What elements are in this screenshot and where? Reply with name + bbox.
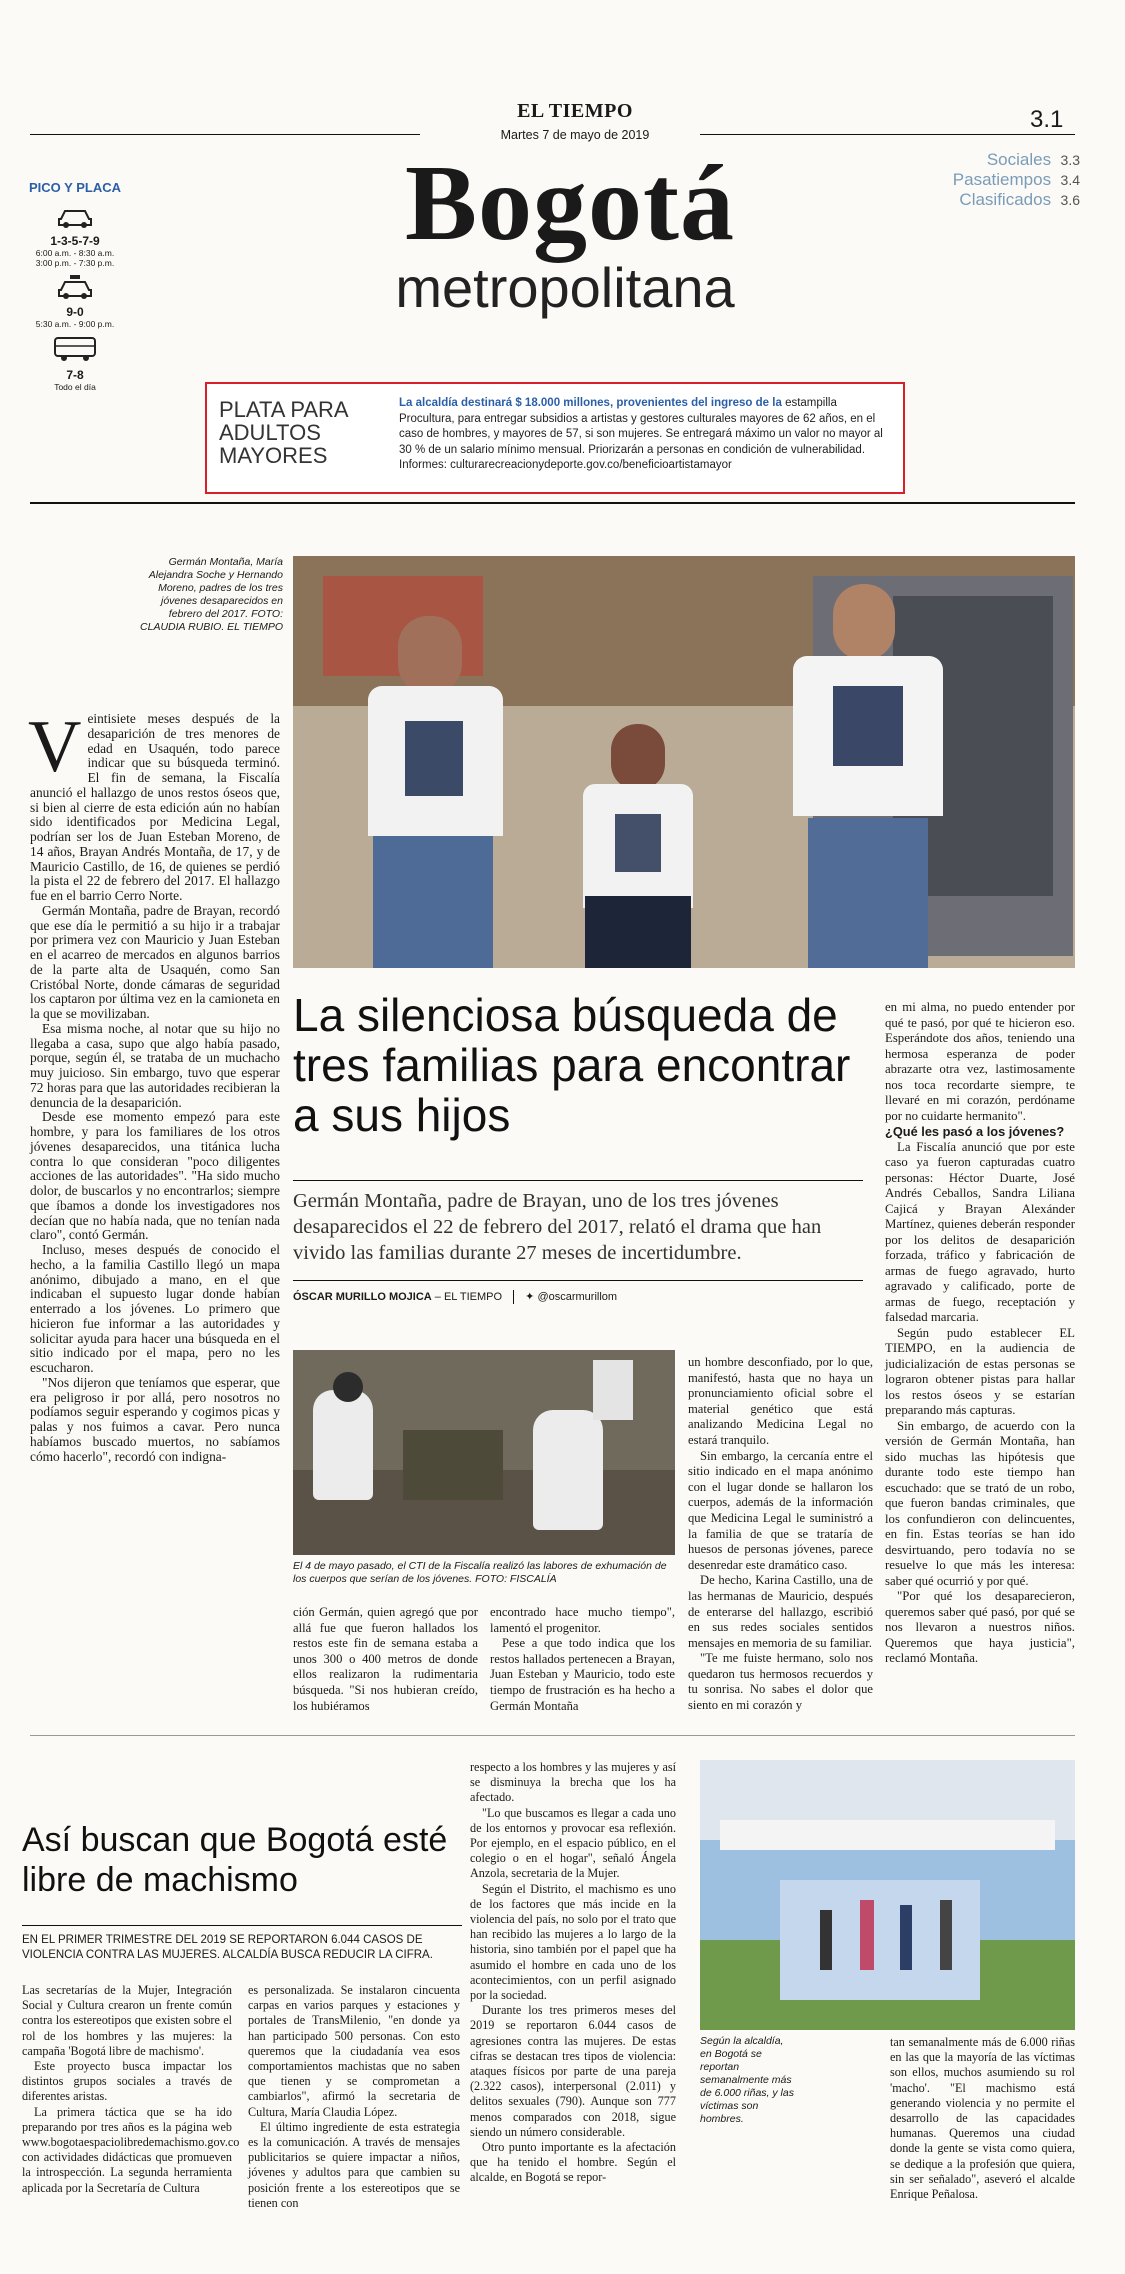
subhead: ¿Qué les pasó a los jóvenes? (885, 1124, 1065, 1139)
section-title: Bogotá (405, 144, 735, 263)
article-column: un hombre desconfiado, por lo que, manifestó, hasta que no haya un pronunciamiento oficial sobre el material genético que está analizando Medicina Legal no estará tranquilo. Sin embargo, la cercanía entre el sitio indicado en el mapa anónimo con el lugar donde se hallaron los cuerpos, además de la información que Medicina Legal le suministró a la familia de que se trataría de huesos de personas jóvenes, parece desenredar este dramático caso. De hecho, Karina Castillo, una de las hermanas de Mauricio, después de enterarse del hallazgo, escribió en sus redes sociales sentidos mensajes en memoria de su familiar. "Te me fuiste hermano, solo nos quedaron tus hermosos recuerdos y tu sonrisa. No sabes el dolor que siento en mi corazón y (688, 1355, 873, 1713)
pico-hours: Todo el día (54, 382, 96, 392)
promo-box (205, 382, 905, 494)
photo-caption: Germán Montaña, María Alejandra Soche y Hernando Moreno, padres de los tres jóvenes desaparecidos en febrero del 2017. FOTO: CLAUDIA RUBIO. EL TIEMPO (140, 556, 283, 633)
pico-title: PICO Y PLACA (29, 180, 121, 195)
taxi-icon (55, 274, 95, 300)
byline-author: ÓSCAR MURILLO MOJICA (293, 1291, 432, 1303)
paper-name: EL TIEMPO (517, 100, 633, 122)
article-column: Veintisiete meses después de la desaparición de tres menores de edad en Usaquén, todo parece indicar que su búsqueda terminó. El fin de semana, la Fiscalía anunció el hallazgo de unos restos óseos que, si bien al cierre de esta edición aún no habían sido identificados por Medicina Legal, podrían ser los de Juan Esteban Moreno, de 14 años, Brayan Andrés Montaña, de 17, y de Mauricio Castillo, de 16, de quienes se perdió la pista el 22 de febrero del 2017. El hallazgo fue en el barrio Cerro Norte. Germán Montaña, padre de Brayan, recordó que ese día le permitió a su hijo ir a trabajar por primera vez con Mauricio y Juan Esteban en el acarreo de mercados en algunos barrios de la parte alta de Usaquén, como San Cristóbal Norte, donde cámaras de seguridad los captaron por última vez en la camioneta en la que se movilizaban. Esa misma noche, al notar que su hijo no llegaba a casa, supo que algo había pasado, porque, según él, se trataba de un muchacho muy juicioso. Sin embargo, tuvo que esperar 72 horas para que las autoridades recibieran la denuncia de la desaparición. Desde ese momento empezó para este hombre, y para los familiares de los otros jóvenes desaparecidos, una titánica lucha contra lo que consideran "poco diligentes acciones de las autoridades". "Ha sido mucho dolor, de buscarlos y no encontrarlos; siempre que íbamos a donde los investigadores nos decían que no había nada, que no tenían nada claro", contó Germán. Incluso, meses después de conocido el hecho, a la familia Castillo llegó un mapa anónimo, dibujado a mano, en el que indicaban el supuesto lugar donde habían enterrado a los jóvenes. Lo primero que hicieron fue informar a las autoridades y solicitar ayuda para hacer una búsqueda en el sitio indicado por el mapa, pero no les escucharon. "Nos dijeron que teníamos que esperar, que era peligroso ir por allá, pero nosotros no podíamos seguir esperando y cogimos picas y palas y nos fuimos a cavar. Pero nunca habíamos buscado muertos, no sabíamos cómo hacerlo", recordó con indigna- (28, 706, 280, 1464)
article-column: respecto a los hombres y las mujeres y así se disminuya la brecha que los ha afectado. "Lo que buscamos es llegar a cada uno de los entornos y provocar esa reflexión. Por ejemplo, en el espacio público, en el colegio o en el hogar", señaló Ángela Anzola, secretaria de la Mujer. Según el Distrito, el machismo es uno de los factores que más incide en la violencia del país, no solo por el trato que han recibido las mujeres a lo largo de la historia, sino también por el papel que ha asumido el hombre en cada uno de los acontecimientos, con un perfil asignado por la sociedad. Durante los tres primeros meses del 2019 se reportaron 6.044 casos de agresiones contra las mujeres. De estas cifras se destacan tres tipos de violencia: ataques físicos por parte de una pareja (2.322 casos), interpersonal (2.011) y delitos sexuales (790). Aunque son 777 menos comparados con 2018, sigue siendo un número considerable. Otro punto importante es la afectación que ha tenido el hombre. Según el alcalde, en Bogotá se repor- (470, 1760, 676, 2185)
article-column: ción Germán, quien agregó que por allá fue que fueron hallados los restos este fin de semana estaba a unos 300 o 400 metros de donde ellos realizaron la rudimentaria búsqueda. "Si nos hubieran creído, los hubiéramos (293, 1605, 478, 1713)
twitter-icon: ✦ (525, 1291, 535, 1303)
article-column: Las secretarías de la Mujer, Integración Social y Cultura crearon un frente común contra los estereotipos que existen sobre el rol de los hombres y las mujeres: la campaña 'Bogotá libre de machismo'. Este proyecto busca impactar los distintos grupos sociales a través de diferentes aristas. La primera táctica que se ha ido preparando por tres años es la página web www.bogotaespaciolibredemachismo.gov.co con actividades didácticas que promueven la introspección. La segunda herramienta aplicada por la Secretaría de Cultura (22, 1983, 240, 2195)
promo-lead: La alcaldía destinará $ 18.000 millones, provenientes del ingreso de la (399, 397, 782, 409)
article-column: encontrado hace mucho tiempo", lamentó el progenitor. Pese a que todo indica que los restos hallados pertenecen a Brayan, Juan Esteban y Mauricio, todo este tiempo de frustración es ha hecho a Germán Montaña (490, 1605, 675, 1713)
index-item[interactable]: Sociales 3.3 (986, 150, 1080, 169)
pico-digits: 9-0 (66, 305, 84, 319)
article-headline: Así buscan que Bogotá esté libre de machismo (22, 1821, 448, 1899)
issue-date: Martes 7 de mayo de 2019 (500, 128, 650, 142)
article-column: en mi alma, no puedo entender por qué te pasó, por qué te hicieron eso. Esperándote dos años, teniendo una hermosa esperanza de poder abrazarte otra vez, lastimosamente nos toca recordarte siempre, te llevaré en mi corazón, perdóname por no cuidarte hermanito". ¿Qué les pasó a los jóvenes? La Fiscalía anunció que por este caso ya fueron capturadas cuatro personas: Héctor Duarte, José Andrés Ceballos, Sandra Liliana Cajicá y Brayan Alexánder Martínez, quienes deberán responder por los delitos de desaparición forzada, tráfico y fabricación de armas de fuego agravado, hurto agravado y calificado, porte de armas de fuego, receptación y falsedad marcaria. Según pudo establecer EL TIEMPO, en la audiencia de judicialización de estas personas se lograron obtener pistas para hallar los restos óseos y se estarían preparando más capturas. Sin embargo, de acuerdo con la versión de Germán Montaña, han sido muchas las hipótesis que durante todo este tiempo han escuchado: que se trató de un robo, que fueron bandas criminales, que los confundieron con delincuentes, en fin. Estas teorías se han ido desvirtuando, pero todavía no se resuelve lo que más les interesa: saber qué ocurrió y por qué. "Por qué los desaparecieron, queremos saber qué pasó, por qué se nos llevaron a nuestros niños. Queremos que haya justicia", reclamó Montaña. (885, 1000, 1075, 1665)
families-photo (293, 556, 1075, 968)
article-column: es personalizada. Se instalaron cincuenta carpas en varios parques y estaciones y portales de TransMilenio, "en donde ya han participado 500 personas. Con esto queremos que la ciudadanía vea esos comportamientos machistas que no saben que tienen y se comprometan a cambiarlos", afirmó la secretaria de Cultura, María Claudia López. El último ingrediente de esta estrategia es la comunicación. A través de mensajes publicitarios se quiere impactar a niños, jóvenes y adultos para que cambien su posición frente a los estereotipos que se tienen con (248, 1983, 460, 2210)
bus-icon (52, 335, 98, 363)
page-number: 3.1 (1030, 106, 1064, 133)
section-index (880, 150, 1080, 210)
promo-label: PLATA PARA ADULTOS MAYORES (219, 397, 348, 468)
section-subtitle: metropolitana (395, 256, 735, 319)
byline-org: – EL TIEMPO (434, 1291, 503, 1303)
pico-y-placa (20, 180, 130, 392)
promo-body: estampilla Procultura, para entregar subsidios a artistas y gestores culturales mayores de 62 años, en el caso de hombres, y mayores de 57, si son mujeres. Se entregará máximo un valor no mayor al 30 % de un salario mínimo mensual. Priorizarán a personas en condición de vulnerabilidad. Informes: culturarecreacionydeporte.gov.co/beneficioartistamayor (399, 397, 883, 471)
pico-hours: 5:30 a.m. - 9:00 p.m. (35, 319, 115, 329)
car-icon (55, 205, 95, 229)
article-deck: EN EL PRIMER TRIMESTRE DEL 2019 SE REPORTARON 6.044 CASOS DE VIOLENCIA CONTRA LAS MUJERES. ALCALDÍA BUSCA REDUCIR LA CIFRA. (22, 1934, 433, 1961)
index-item[interactable]: Pasatiempos 3.4 (952, 170, 1080, 189)
pico-hours: 6:00 a.m. - 8:30 a.m. 3:00 p.m. - 7:30 p.m. (35, 248, 115, 268)
pico-digits: 7-8 (66, 368, 84, 382)
exhumation-photo (293, 1350, 675, 1555)
pico-digits: 1-3-5-7-9 (50, 234, 100, 248)
article-column: tan semanalmente más de 6.000 riñas en las que la mayoría de las víctimas son ellos, muchos asumiendo su rol 'macho'. "El machismo está generando violencia y no permite el desarrollo de las capacidades humanas. Queremos una ciudad donde la gente se vista como quiera, se dedique a la profesión que quiera, sin ser señalado", aseveró el alcalde Enrique Peñalosa. (890, 2035, 1075, 2202)
photo-caption: Según la alcaldía, en Bogotá se reportan semanalmente más de 6.000 riñas, y las víctimas son hombres. (700, 2035, 794, 2125)
article-deck: Germán Montaña, padre de Brayan, uno de los tres jóvenes desaparecidos el 22 de febrero del 2017, relató el drama que han vivido las familias durante 27 meses de incertidumbre. (293, 1190, 822, 1264)
index-item[interactable]: Clasificados 3.6 (959, 190, 1080, 209)
byline (293, 1290, 863, 1304)
article-headline: La silenciosa búsqueda de tres familias para encontrar a sus hijos (293, 989, 851, 1141)
tent-photo (700, 1760, 1075, 2030)
photo-caption: El 4 de mayo pasado, el CTI de la Fiscalía realizó las labores de exhumación de los cuerpos que serían de los jóvenes. FOTO: FISCALÍA (293, 1560, 667, 1585)
byline-handle[interactable]: @oscarmurillom (537, 1291, 618, 1303)
